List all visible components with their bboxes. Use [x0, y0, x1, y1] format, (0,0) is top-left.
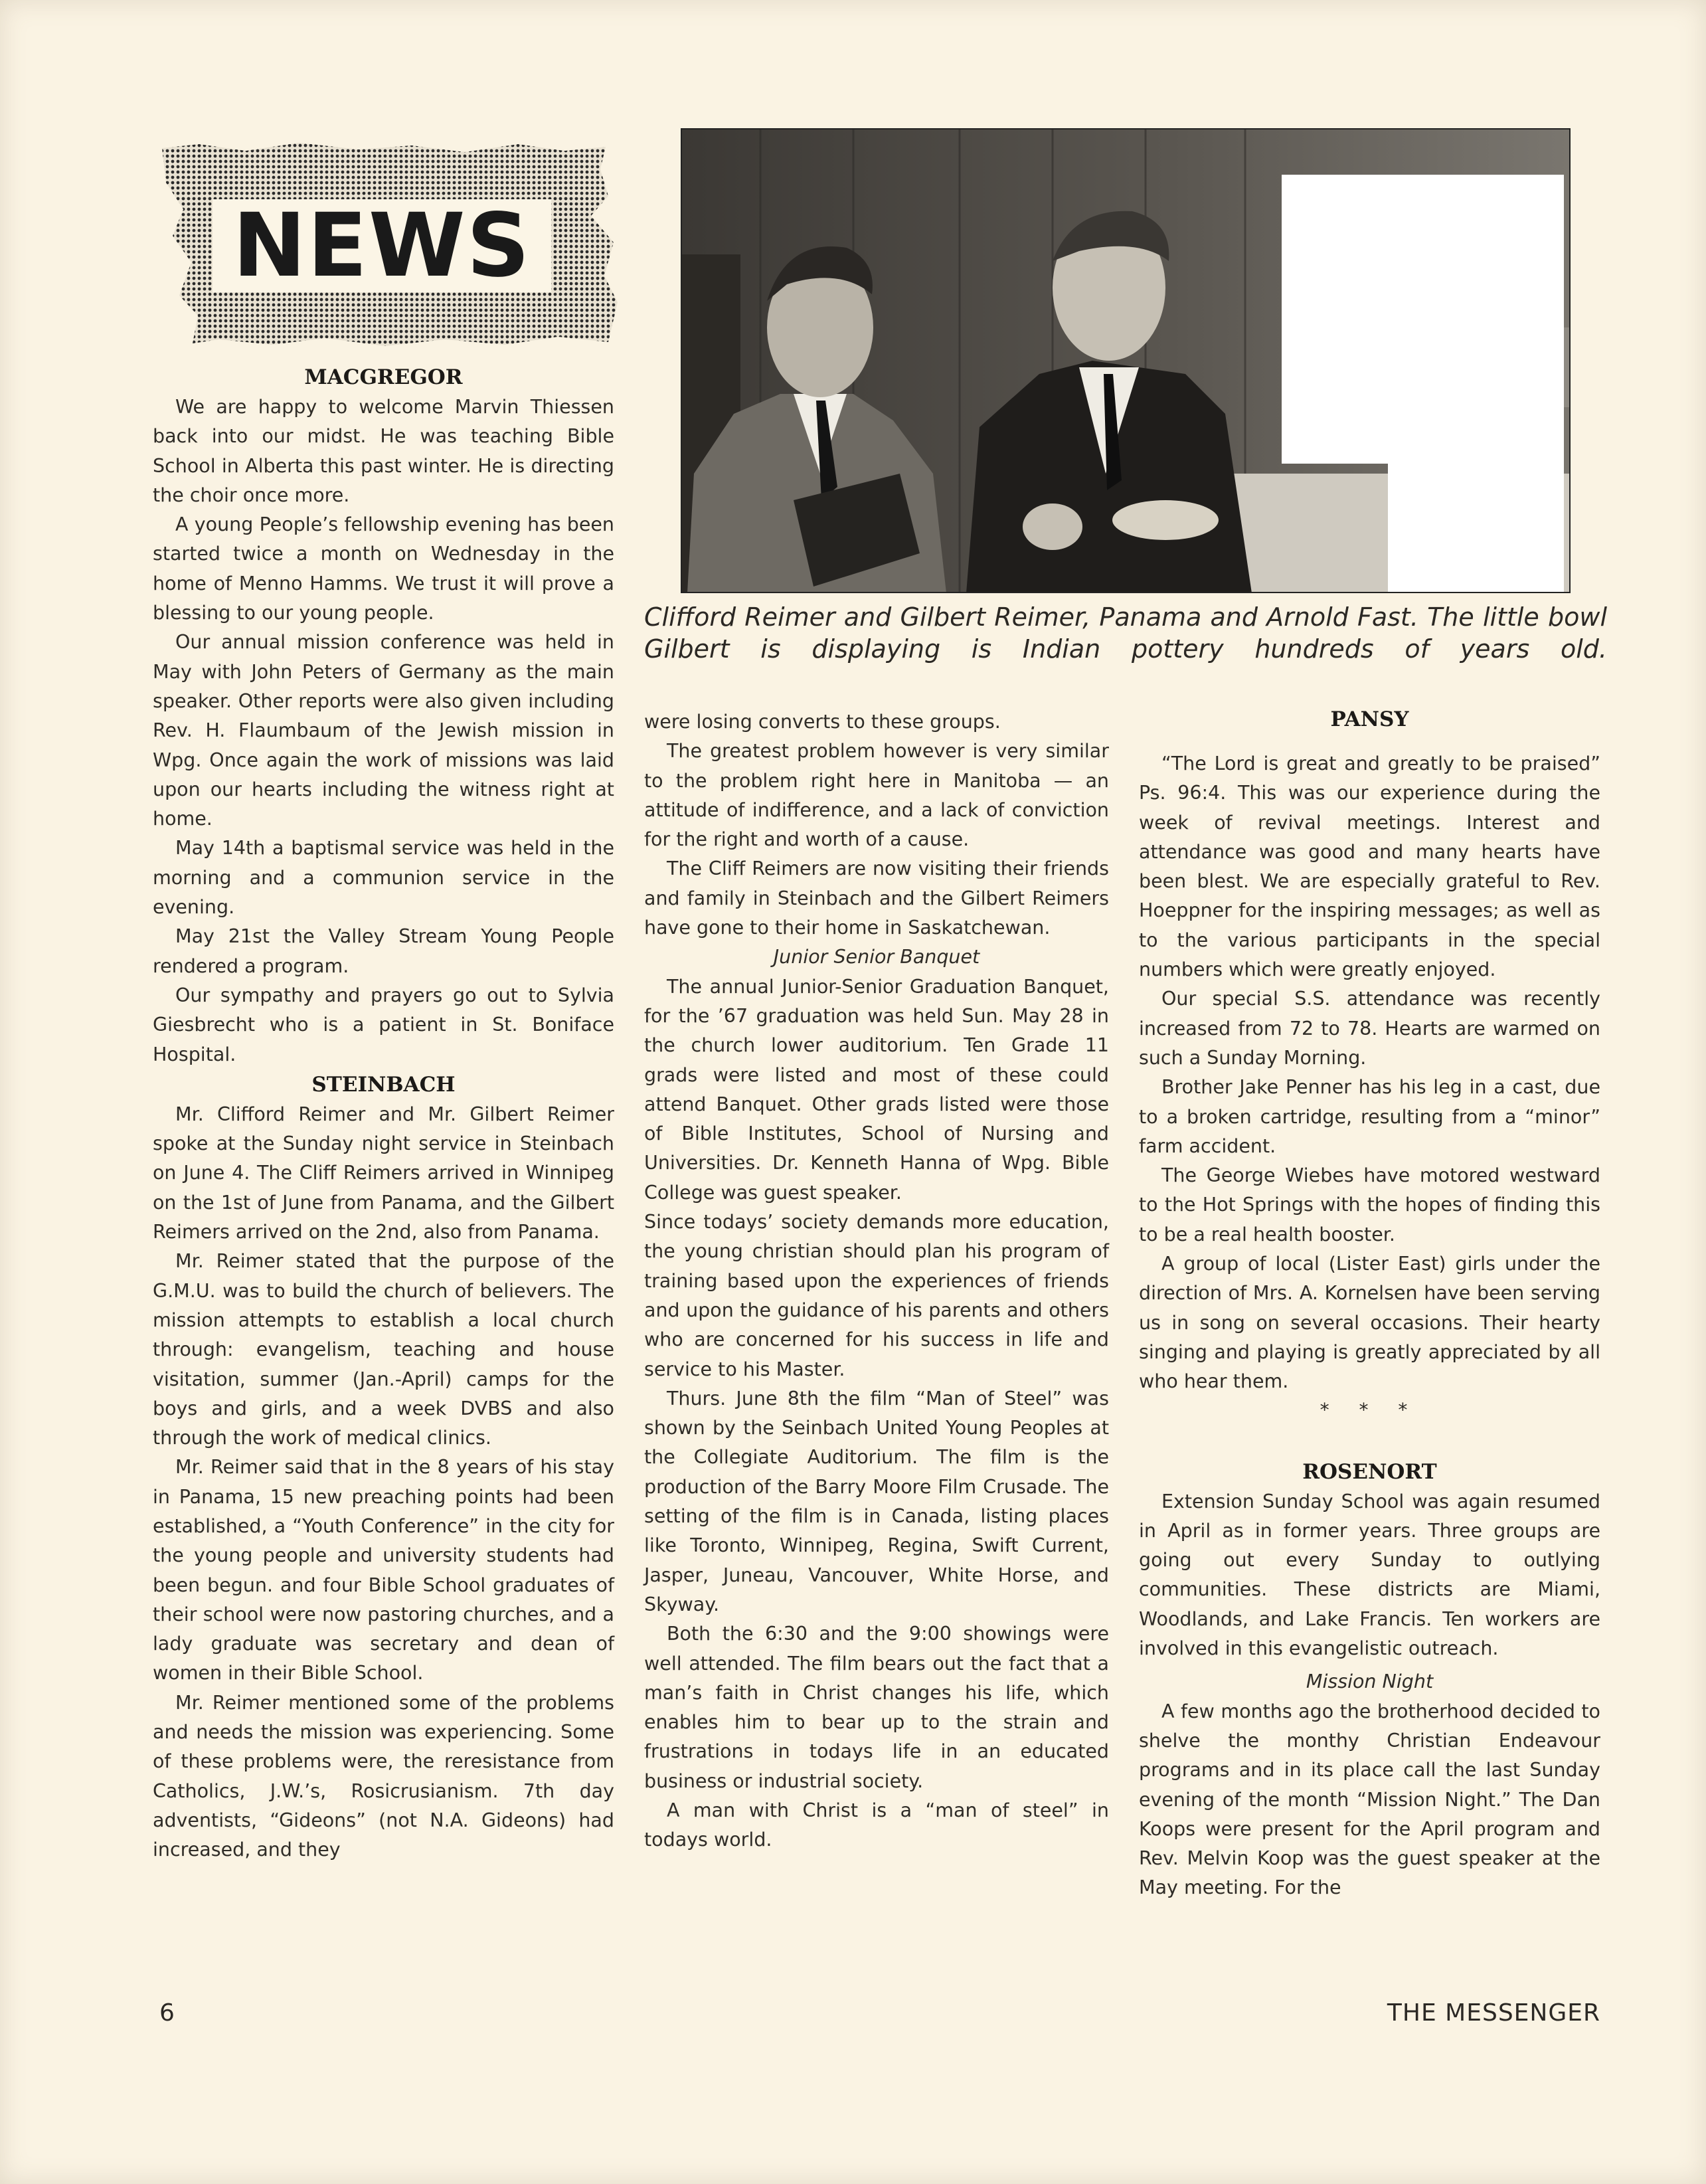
publication-name: THE MESSENGER — [1387, 1999, 1600, 2027]
section-separator: * * * — [1320, 1398, 1420, 1421]
steinbach-continued-paragraph: were losing converts to these groups. — [644, 711, 1001, 733]
macgregor-paragraph: May 14th a baptismal service was held in the morning and a communion service in the evening. — [153, 837, 614, 919]
mission-night-paragraph: A few months ago the brotherhood decided to shelve the monthy Christian Endeavour programs and in its place call the last Sunday evening of the month “Mission Night.” The Dan Koops were present for the April program and Rev. Melvin Koop was the guest speaker at the May meeting. For the — [1139, 1700, 1600, 1899]
column-middle — [644, 707, 1109, 1855]
rosenort-heading: ROSENORT — [1302, 1459, 1437, 1484]
macgregor-paragraph: Our sympathy and prayers go out to Sylvia Giesbrecht who is a patient in St. Boniface Hospital. — [153, 984, 614, 1065]
macgregor-paragraph: May 21st the Valley Stream Young People rendered a program. — [153, 925, 614, 977]
mission-night-subheading: Mission Night — [1306, 1671, 1434, 1693]
macgregor-paragraph: A young People’s fellowship evening has been started twice a month on Wednesday in the home of Menno Hamms. We trust it will prove a blessing to our young people. — [153, 513, 614, 624]
steinbach-paragraph: Mr. Reimer mentioned some of the problems and needs the mission was experiencing. Some of these problems were, the reresistance from Catholics, J.W.’s, Rosicrusianism. 7th day adventists, “Gideons” (not N.A. Gideons) had increased, and they — [153, 1691, 614, 1861]
macgregor-paragraph: We are happy to welcome Marvin Thiessen back into our midst. He was teaching Bible School in Alberta this past winter. He is directing the choir once more. — [153, 396, 614, 506]
rosenort-paragraph: Extension Sunday School was again resumed in April as in former years. Three groups are going out every Sunday to outlying communities. These districts are Miami, Woodlands, and Lake Francis. Ten workers are involved in this evangelistic outreach. — [1139, 1490, 1600, 1660]
column-right — [1139, 704, 1600, 1903]
steinbach-paragraph: Mr. Clifford Reimer and Mr. Gilbert Reimer spoke at the Sunday night service in Steinbach on June 4. The Cliff Reimers arrived in Winnipeg on the 1st of June from Panama, and the Gilbert Reimers arrived on the 2nd, also from Panama. — [153, 1103, 614, 1243]
steinbach-continued-paragraph: The greatest problem however is very similar to the problem right here in Manitoba — an attitude of indifference, and a lack of conviction for the right and worth of a cause. — [644, 740, 1109, 851]
pansy-paragraph: Brother Jake Penner has his leg in a cast, due to a broken cartridge, resulting from a “minor” farm accident. — [1139, 1076, 1600, 1157]
banquet-paragraph: Both the 6:30 and the 9:00 showings were well attended. The film bears out the fact that a man’s faith in Christ changes his life, which enables him to bear up to the strain and frustrations in todays life in an educated business or industrial society. — [644, 1623, 1109, 1792]
banquet-paragraph: Thurs. June 8th the film “Man of Steel” was shown by the Seinbach United Young Peoples at the Collegiate Auditorium. The film is the production of the Barry Moore Film Crusade. The setting of the film is in Canada, listing places like Toronto, Winnipeg, Regina, Swift Current, Jasper, Juneau, Vancouver, White Horse, and Skyway. — [644, 1387, 1109, 1615]
banquet-paragraph: The annual Junior-Senior Graduation Banquet, for the ’67 graduation was held Sun. May 28 in the church lower auditorium. Ten Grade 11 grads were listed and most of these could attend Banquet. Other grads listed were those of Bible Institutes, School of Nursing and Universities. Dr. Kenneth Hanna of Wpg. Bible College was guest speaker. — [644, 975, 1109, 1204]
steinbach-continued-paragraph: The Cliff Reimers are now visiting their friends and family in Steinbach and the Gilbert Reimers have gone to their home in Saskatchewan. — [644, 858, 1109, 939]
news-logo-text: NEWS — [213, 199, 551, 292]
pansy-heading: PANSY — [1330, 707, 1409, 731]
pansy-paragraph: A group of local (Lister East) girls under the direction of Mrs. A. Kornelsen have been serving us in song on several occasions. Their hearty singing and playing is greatly appreciated by all who hear them. — [1139, 1253, 1600, 1393]
pansy-paragraph: “The Lord is great and greatly to be praised” Ps. 96:4. This was our experience during the week of revival meetings. Interest and attendance was good and many hearts have been blest. We are especially grateful to Rev. Hoeppner for the inspiring messages; as well as to the various participants in the special numbers which were greatly enjoyed. — [1139, 753, 1600, 981]
macgregor-paragraph: Our annual mission conference was held in May with John Peters of Germany as the main speaker. Other reports were also given including Rev. H. Flaumbaum of the Jewish mission in Wpg. Once again the work of missions was laid upon our hearts including the witness right at home. — [153, 631, 614, 830]
photo-clifford-gilbert-reimer — [681, 128, 1571, 593]
junior-senior-banquet-subheading: Junior Senior Banquet — [773, 946, 980, 968]
steinbach-paragraph: Mr. Reimer stated that the purpose of the G.M.U. was to build the church of believers. The mission attempts to establish a local church through: evangelism, teaching and house visitation, summer (Jan.-April) camps for the boys and girls, and a week DVBS and also through the work of medical clinics. — [153, 1250, 614, 1449]
page-number: 6 — [159, 1999, 175, 2027]
pansy-paragraph: Our special S.S. attendance was recently increased from 72 to 78. Hearts are warmed on such a Sunday Morning. — [1139, 988, 1600, 1069]
pansy-paragraph: The George Wiebes have motored westward to the Hot Springs with the hopes of finding this to be a real health booster. — [1139, 1164, 1600, 1245]
steinbach-paragraph: Mr. Reimer said that in the 8 years of his stay in Panama, 15 new preaching points had been established, a “Youth Conference” in the city for the young people and university students had been begun. and four Bible School graduates of their school were now pastoring churches, and a lady graduate was secretary and dean of women in their Bible School. — [153, 1456, 614, 1684]
banquet-paragraph: A man with Christ is a “man of steel” in todays world. — [644, 1799, 1109, 1851]
steinbach-heading: STEINBACH — [311, 1072, 456, 1097]
photo-caption: Clifford Reimer and Gilbert Reimer, Panama and Arnold Fast. The little bowl Gilbert is displaying is Indian pottery hundreds of years old. — [644, 602, 1607, 664]
column-left — [153, 362, 614, 1865]
macgregor-heading: MACGREGOR — [304, 365, 463, 389]
banquet-paragraph: Since todays’ society demands more education, the young christian should plan his program of training based upon the experiences of friends and upon the guidance of his parents and others who are concerned for his success in life and service to his Master. — [644, 1211, 1109, 1380]
